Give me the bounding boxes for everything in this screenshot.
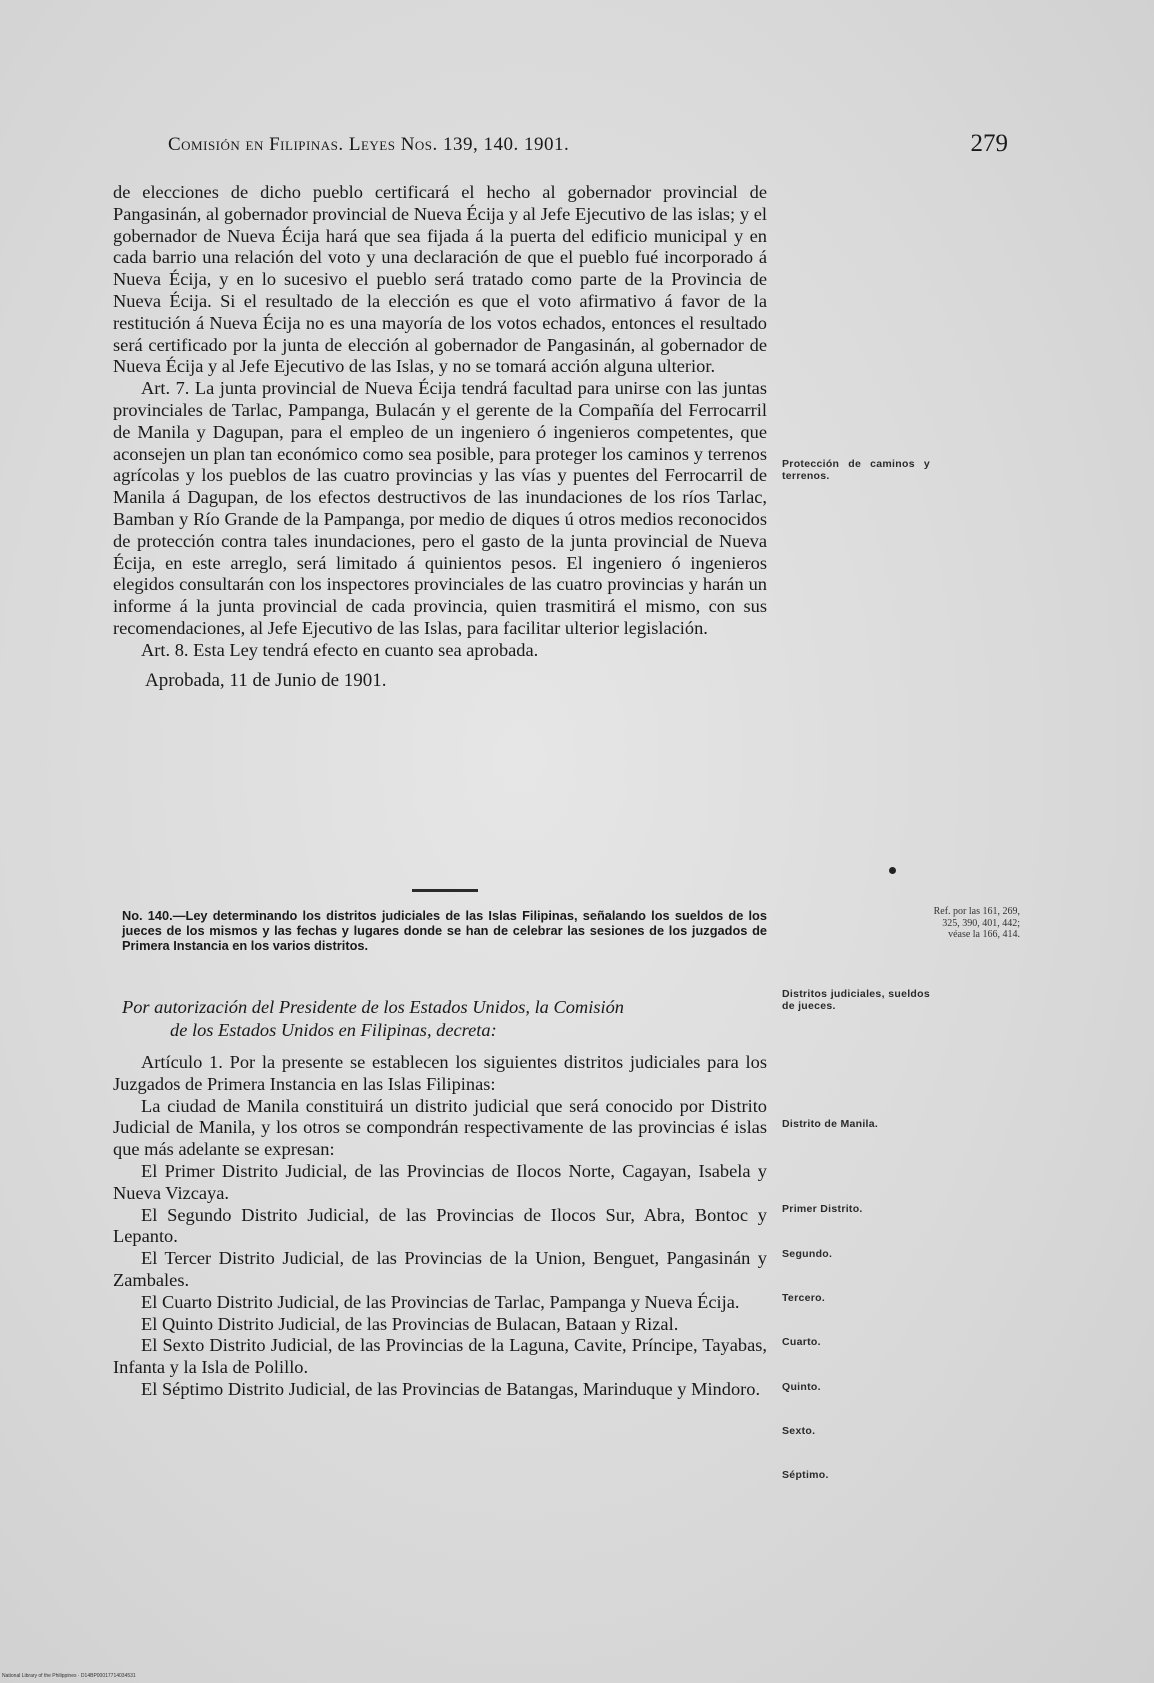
margin-note-cuarto: Cuarto.: [782, 1336, 821, 1348]
district-2: El Segundo Distrito Judicial, de las Provincias de Ilocos Sur, Abra, Bontoc y Lepanto.: [113, 1204, 767, 1247]
margin-note-primer: Primer Distrito.: [782, 1203, 863, 1215]
section-divider: [412, 889, 478, 892]
law-140-heading: No. 140.—Ley determinando los distritos judiciales de las Islas Filipinas, señalando los sueldos de los jueces de los mismos y las fechas y lugares donde se han de celebrar las sesiones de los juzgados de Primera Instancia en los varios distritos.: [122, 908, 767, 954]
district-6: El Sexto Distrito Judicial, de las Provincias de la Laguna, Cavite, Príncipe, Tayabas, Infanta y la Isla de Polillo.: [113, 1335, 767, 1378]
article-8: Art. 8. Esta Ley tendrá efecto en cuanto sea aprobada.: [141, 639, 539, 660]
approval-date: Aprobada, 11 de Junio de 1901.: [145, 669, 387, 691]
margin-note-sexto: Sexto.: [782, 1425, 816, 1437]
margin-note-tercero: Tercero.: [782, 1292, 826, 1304]
margin-note-proteccion: Protección de caminos y terrenos.: [782, 458, 930, 482]
page-header: [168, 130, 1008, 164]
section-law-140-text: [113, 1052, 767, 1401]
district-5: El Quinto Distrito Judicial, de las Provincias de Bulacan, Bataan y Rizal.: [141, 1313, 679, 1334]
margin-note-manila: Distrito de Manila.: [782, 1118, 879, 1130]
page-number: 279: [970, 130, 1008, 157]
margin-note-distritos: Distritos judiciales, sueldos de jueces.: [782, 988, 930, 1012]
article-1: Artículo 1. Por la presente se establecen los siguientes distritos judiciales para los Juzgados de Primera Instancia en las Islas Filipinas:: [113, 1052, 767, 1094]
preamble-line-1: Por autorización del Presidente de los Estados Unidos, la Comisión: [122, 997, 624, 1017]
district-1: El Primer Distrito Judicial, de las Provincias de Ilocos Norte, Cagayan, Isabela y Nueva Vizcaya.: [113, 1160, 767, 1203]
margin-note-segundo: Segundo.: [782, 1248, 833, 1260]
article-7: Art. 7. La junta provincial de Nueva Écija tendrá facultad para unirse con las juntas provinciales de Tarlac, Pampanga, Bulacán y el gerente de la Compañía del Ferrocarril de Manila y Dagupan, para el empleo de un ingeniero ó ingenieros competentes, que aconsejen un plan tan económico como sea posible, para proteger los caminos y terrenos agrícolas y los pueblos de las cuatro provincias y las vías y puentes del Ferrocarril de Manila á Dagupan, de los efectos destructivos de las inundaciones de los ríos Tarlac, Bamban y Río Grande de la Pampanga, por medio de diques ú otros medios reconocidos de protección contra tales inundaciones, pero el gasto de la junta provincial de Nueva Écija, en este arreglo, será limitado á quinientos pesos. El ingeniero ó ingenieros elegidos consultarán con los inspectores provinciales de las cuatro provincias y harán un informe á la junta provincial de cada provincia, quien trasmitirá el mismo, con sus recomendaciones, al Jefe Ejecutivo de las Islas, para facilitar ulterior legislación.: [113, 378, 767, 638]
margin-note-septimo: Séptimo.: [782, 1469, 829, 1481]
running-title: Comisión en Filipinas. Leyes Nos. 139, 140. 1901.: [168, 134, 570, 155]
district-7: El Séptimo Distrito Judicial, de las Provincias de Batangas, Marinduque y Mindoro.: [141, 1378, 761, 1399]
section-law-139-text: [113, 182, 767, 691]
district-4: El Cuarto Distrito Judicial, de las Provincias de Tarlac, Pampanga y Nueva Écija.: [141, 1291, 740, 1312]
scan-footer: National Library of the Philippines · D14BP00017714034531: [2, 1673, 136, 1679]
preamble: [122, 996, 767, 1042]
continuation-paragraph: de elecciones de dicho pueblo certificará el hecho al gobernador provincial de Pangasinán, al gobernador provincial de Nueva Écija y al Jefe Ejecutivo de las islas; y el gobernador de Nueva Écija hará que sea fijada á la puerta del edificio municipal y en cada barrio una relación del voto y una declaración de que el pueblo fué incorporado á Nueva Écija, y en lo sucesivo el pueblo será tratado como parte de la Provincia de Nueva Écija. Si el resultado de la elección es que el voto afirmativo á favor de la restitución á Nueva Écija no es una mayoría de los votos echados, entonces el resultado será certificado por la junta de elección al gobernador de Pangasinán, al gobernador de Nueva Écija y al Jefe Ejecutivo de las Islas, y no se tomará acción alguna ulterior.: [113, 182, 767, 377]
manila-district-paragraph: La ciudad de Manila constituirá un distrito judicial que será conocido por Distrito Judicial de Manila, y los otros se compondrán respectivamente de las provincias é islas que más adelante se expresan:: [113, 1095, 767, 1160]
district-3: El Tercer Distrito Judicial, de las Provincias de la Union, Benguet, Pangasinán y Zambales.: [113, 1248, 767, 1290]
preamble-line-2: de los Estados Unidos en Filipinas, decreta:: [170, 1020, 497, 1040]
ink-dot: [889, 867, 896, 874]
margin-note-references: Ref. por las 161, 269, 325, 390, 401, 442; véase la 166, 414.: [933, 906, 1020, 940]
margin-note-quinto: Quinto.: [782, 1381, 821, 1393]
